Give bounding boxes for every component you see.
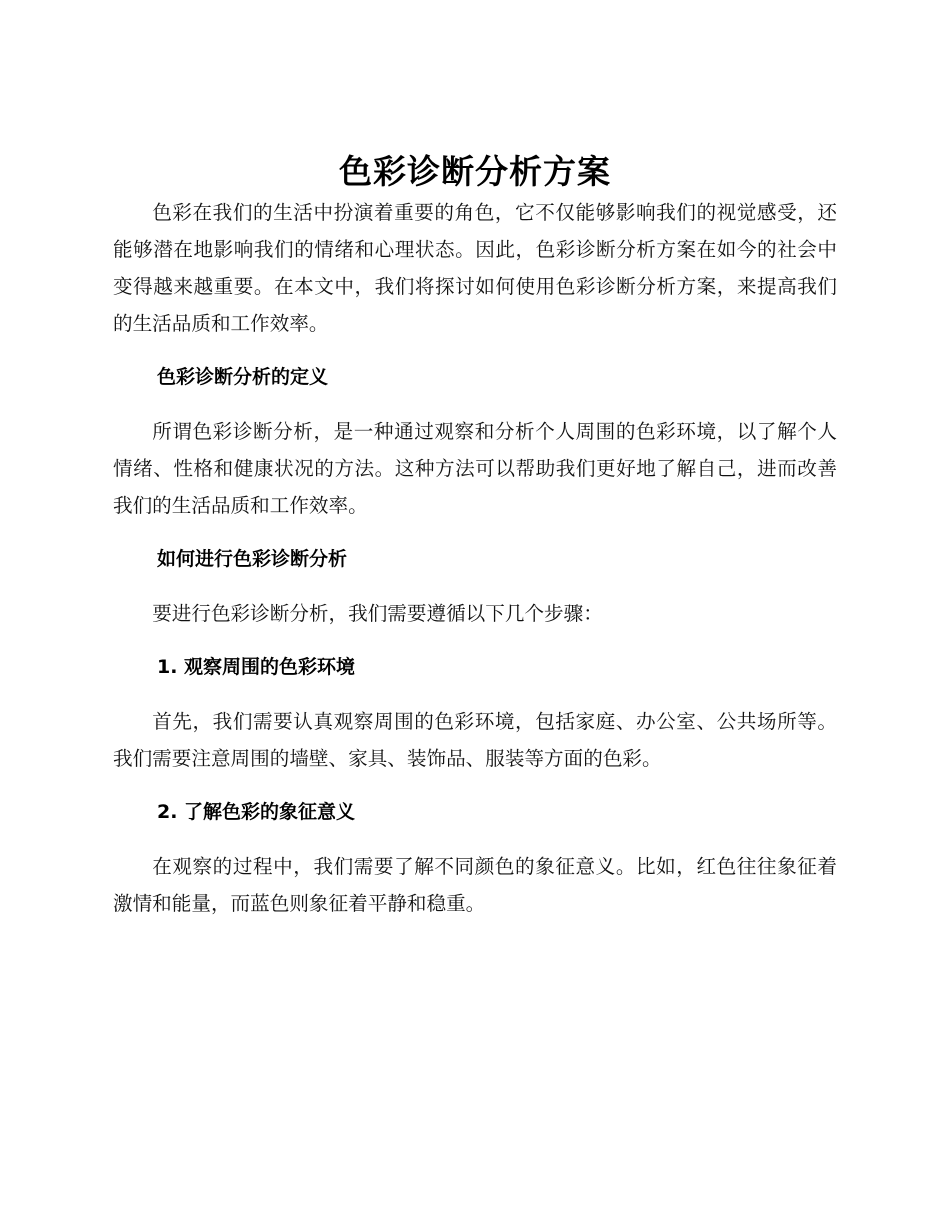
section-body-step-1: 首先，我们需要认真观察周围的色彩环境，包括家庭、办公室、公共场所等。我们需要注意周围的墙壁、家具、装饰品、服装等方面的色彩。 bbox=[113, 710, 837, 770]
intro-paragraph: 色彩在我们的生活中扮演着重要的角色，它不仅能够影响我们的视觉感受，还能够潜在地影响我们的情绪和心理状态。因此，色彩诊断分析方案在如今的社会中变得越来越重要。在本文中，我们将探讨如何使用色彩诊断分析方案，来提高我们的生活品质和工作效率。 bbox=[113, 201, 837, 335]
section-body-step-2: 在观察的过程中，我们需要了解不同颜色的象征意义。比如，红色往往象征着激情和能量，而蓝色则象征着平静和稳重。 bbox=[113, 855, 837, 915]
section-heading-step-2: 2. 了解色彩的象征意义 bbox=[157, 801, 356, 823]
section-heading-definition: 色彩诊断分析的定义 bbox=[157, 366, 329, 388]
section-heading-step-1: 1. 观察周围的色彩环境 bbox=[157, 656, 356, 678]
section-body-definition: 所谓色彩诊断分析，是一种通过观察和分析个人周围的色彩环境，以了解个人情绪、性格和健康状况的方法。这种方法可以帮助我们更好地了解自己，进而改善我们的生活品质和工作效率。 bbox=[113, 420, 837, 517]
document-page bbox=[113, 150, 837, 922]
section-heading-how-to: 如何进行色彩诊断分析 bbox=[157, 548, 348, 570]
document-title: 色彩诊断分析方案 bbox=[339, 152, 611, 191]
section-body-how-to: 要进行色彩诊断分析，我们需要遵循以下几个步骤： bbox=[152, 602, 603, 625]
